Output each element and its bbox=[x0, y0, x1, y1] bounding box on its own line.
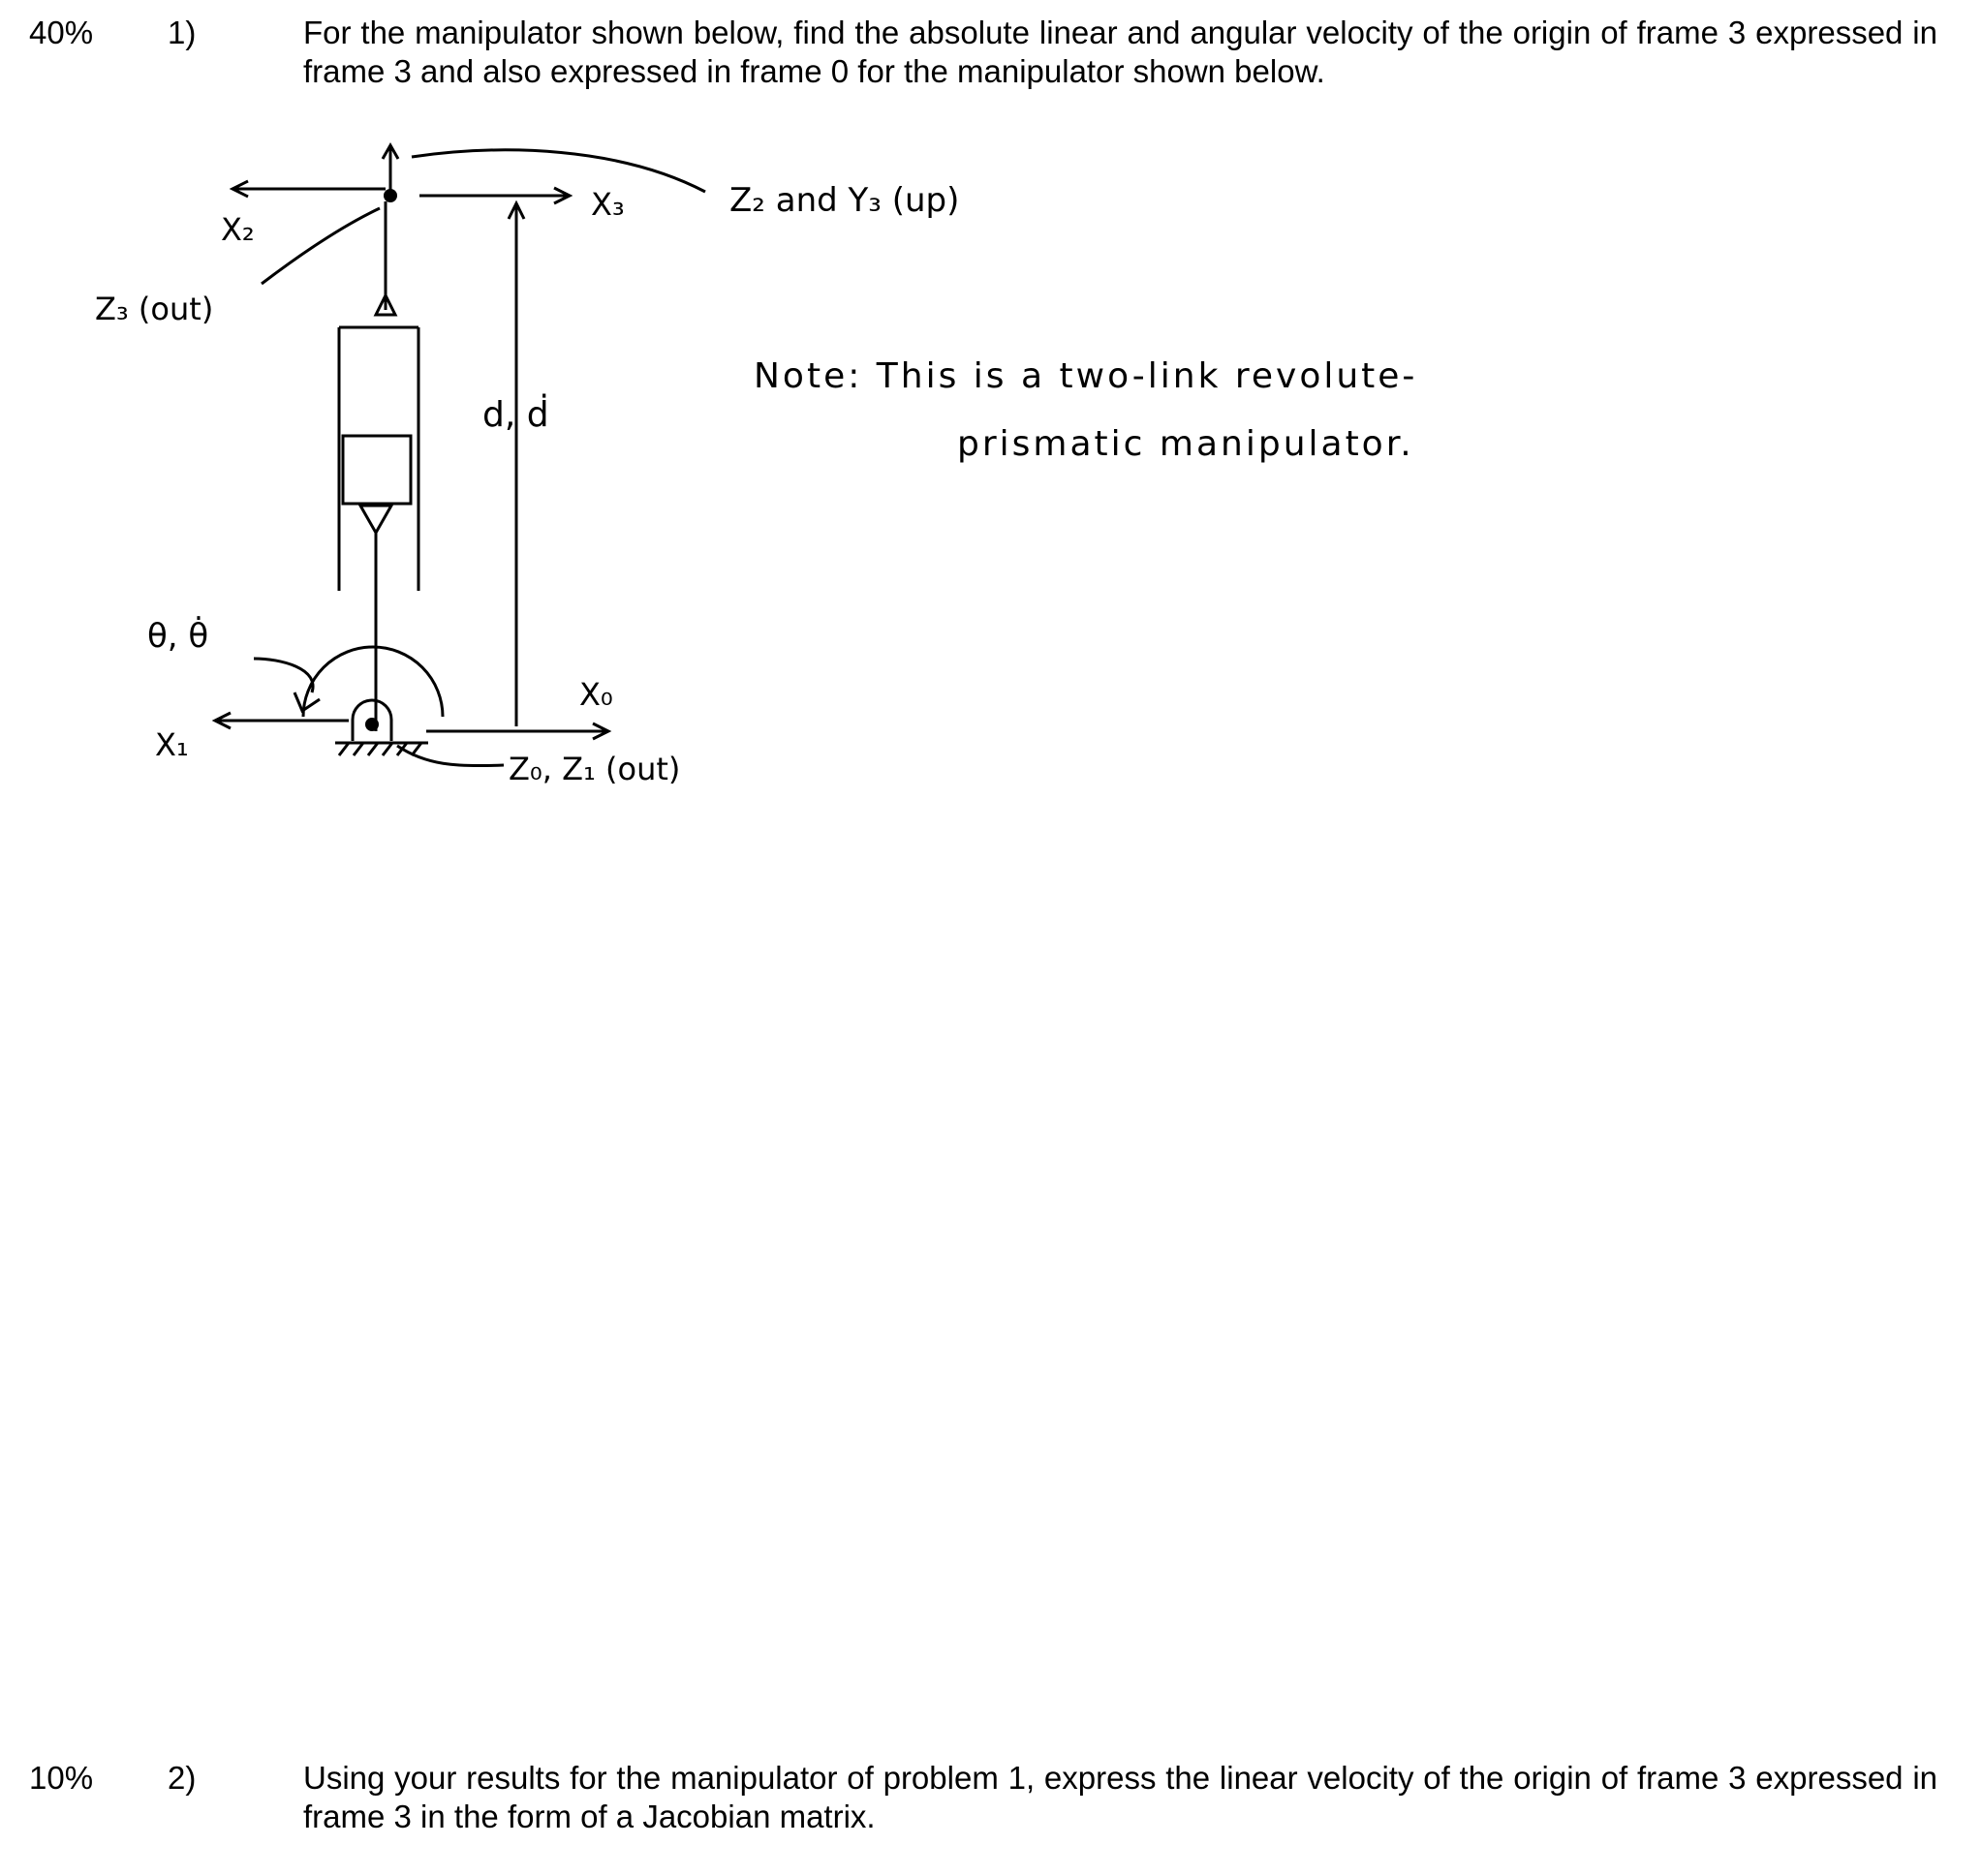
manipulator-diagram bbox=[0, 126, 1666, 823]
revolute-joint-arc bbox=[303, 647, 443, 717]
problem-1-weight: 40% bbox=[29, 15, 94, 50]
frame3-origin-dot bbox=[384, 189, 397, 202]
z3-label: Z₃ (out) bbox=[95, 291, 214, 327]
note-line-1: Note: This is a two-link revolute- bbox=[754, 356, 1418, 396]
theta-label: θ, θ̇ bbox=[147, 617, 209, 656]
theta-arrow-curve bbox=[254, 659, 313, 692]
x1-label: X₁ bbox=[155, 726, 189, 763]
z2-y3-leader-line bbox=[412, 150, 705, 192]
problem-2-number: 2) bbox=[168, 1760, 197, 1796]
problem-1-text: For the manipulator shown below, find the absolute linear and angular velocity of the origin of frame 3 expressed in frame 3 and also expressed in frame 0 for the manipulator shown below. bbox=[303, 15, 1937, 89]
pin-center bbox=[365, 718, 379, 731]
x2-label: X₂ bbox=[221, 211, 255, 248]
d-label: d, ḋ bbox=[482, 395, 549, 435]
x3-label: X₃ bbox=[591, 186, 625, 223]
manipulator-figure bbox=[0, 126, 1666, 823]
piston-taper bbox=[360, 506, 391, 533]
problem-2-weight: 10% bbox=[29, 1760, 94, 1796]
z0-z1-label: Z₀, Z₁ (out) bbox=[509, 751, 681, 787]
problem-1-number: 1) bbox=[168, 15, 197, 50]
z2-y3-label: Z₂ and Y₃ (up) bbox=[729, 181, 960, 220]
z3-leader-line bbox=[262, 208, 380, 284]
note-line-2: prismatic manipulator. bbox=[957, 424, 1414, 464]
piston-block bbox=[343, 436, 411, 504]
z0-leader-line bbox=[397, 746, 504, 766]
problem-2-text: Using your results for the manipulator of problem 1, express the linear velocity of the origin of frame 3 expressed in frame 3 in the form of a Jacobian matrix. bbox=[303, 1760, 1937, 1834]
x0-label: X₀ bbox=[579, 676, 613, 713]
